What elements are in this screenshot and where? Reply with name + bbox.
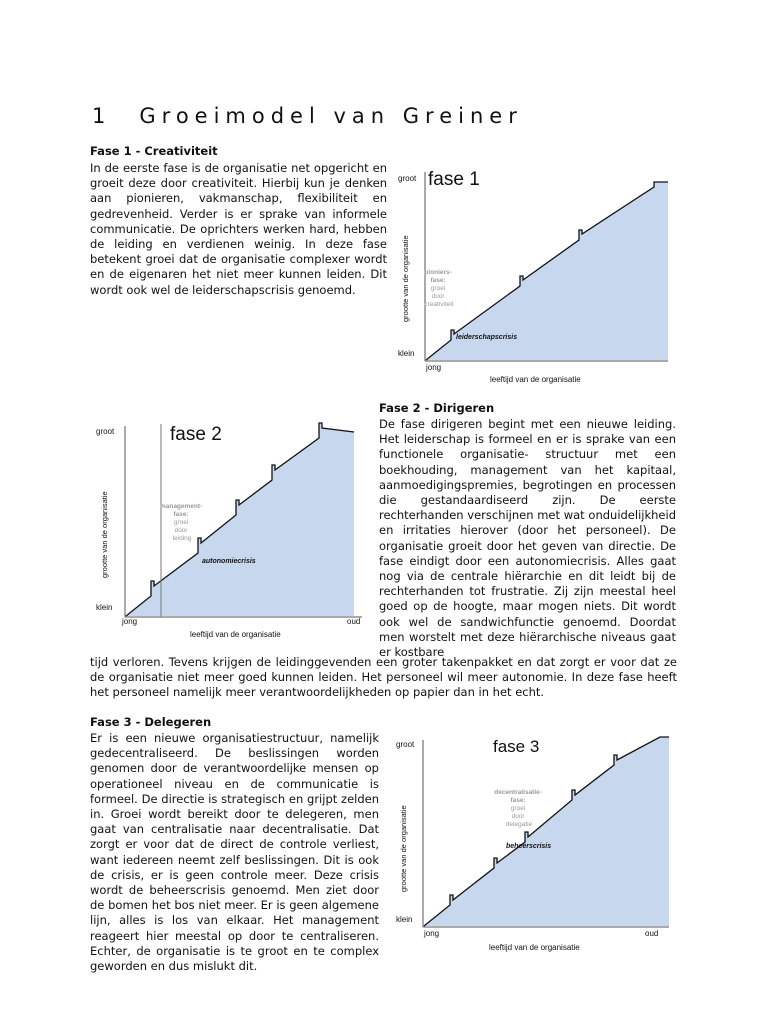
fase3-phase-line: groei	[510, 805, 526, 812]
fase1-body: In de eerste fase is de organisatie net opgericht en groeit deze door creativiteit. Hierbij kun je denken aan pionieren, vakmanschap, flexibiliteit en gedrevenheid. Verder is er sprake van informele communicatie. De oprichters werken hard, hebben de leiding en verdienen weinig. In deze fase betekent groei dat de organisatie complexer wordt en de eigenaren het niet meer kunnen leiden. Dit wordt ook wel de leiderschapscrisis genoemd.	[90, 161, 387, 297]
fase1-ylabel: grootte van de organisatie	[401, 235, 410, 322]
fase3-x-right-label: oud	[645, 929, 659, 938]
fase2-growth-area	[126, 423, 354, 616]
fase3-chart-title: fase 3	[493, 737, 540, 756]
fase1-crisis-label: leiderschapscrisis	[456, 334, 518, 341]
fase3-phase-label	[494, 789, 544, 828]
fase3-y-bottom-label: klein	[396, 915, 413, 924]
fase2-crisis-label: autonomiecrisis	[202, 558, 256, 565]
fase2-x-right-label: oud	[347, 617, 361, 626]
fase3-ylabel: grootte van de organisatie	[399, 805, 408, 892]
fase2-phase-line: leiding	[172, 535, 192, 542]
fase3-y-top-label: groot	[396, 740, 415, 749]
fase2-phase-line: groei	[173, 519, 189, 526]
fase2-chart-title: fase 2	[170, 424, 222, 445]
fase3-heading: Fase 3 - Delegeren	[90, 715, 212, 729]
chapter-title-text: Groeimodel van Greiner	[139, 104, 523, 128]
fase1-heading: Fase 1 - Creativiteit	[90, 144, 218, 158]
fase1-phase-line: door	[431, 293, 445, 300]
fase1-phase-label	[424, 269, 453, 308]
fase1-chart-title: fase 1	[428, 169, 480, 190]
fase2-body-full: tijd verloren. Tevens krijgen de leidinggevenden een groter takenpakket en dat zorgt er voor dat ze de organisatie niet meer goed kunnen leiden. Het personeel wil meer autonomie. In deze fase heeft het personeel namelijk meer verantwoordelijkheden op papier dan in het echt.	[90, 655, 677, 700]
fase2-y-top-label: groot	[96, 427, 115, 436]
fase2-y-bottom-label: klein	[96, 603, 113, 612]
fase1-chart	[392, 162, 682, 392]
fase2-ylabel: grootte van de organisatie	[100, 491, 109, 578]
fase1-phase-line: groei	[430, 285, 446, 292]
fase2-x-left-label: jong	[122, 617, 138, 626]
fase1-phase-line: pioniers-	[424, 269, 452, 276]
fase3-phase-line: door	[511, 813, 525, 820]
fase1-y-top-label: groot	[398, 174, 417, 183]
fase3-crisis-label: beheerscrisis	[506, 843, 552, 850]
chapter-number: 1	[92, 104, 112, 128]
fase2-phase-label	[160, 503, 204, 542]
fase2-heading: Fase 2 - Dirigeren	[379, 401, 495, 415]
fase2-body-side: De fase dirigeren begint met een nieuwe leiding. Het leiderschap is formeel en er is sprake van een functionele organisatie- structuur met een boekhouding, management van het kapitaal, aanmoedigingspremies, begrotingen en processen die gestandaardiseerd zijn. De eerste rechterhanden verschijnen met wat onduidelijkheid en irritaties hierover (door het personeel). De organisatie groeit door het geven van directie. De fase eindigt door een autonomiecrisis. Alles gaat nog via de centrale hiërarchie en dit leidt bij de rechterhanden tot frustratie. Zij zijn meestal heel goed op de hoogte, maar mogen niets. Dit wordt ook wel de sandwichfunctie genoemd. Doordat men worstelt met deze hiërarchische niveaus gaat er kostbare	[379, 417, 676, 660]
fase3-chart	[392, 732, 682, 962]
fase2-phase-line: fase:	[173, 511, 189, 518]
fase1-x-left-label: jong	[426, 363, 442, 372]
fase1-phase-line: fase:	[430, 277, 446, 284]
fase3-xlabel: leeftijd van de organisatie	[489, 943, 580, 952]
fase3-body: Er is een nieuwe organisatiestructuur, namelijk gedecentraliseerd. De beslissingen worden genomen door de verantwoordelijke mensen op operationeel niveau en de communicatie is formeel. De directie is strategisch en grijpt zelden in. Groei wordt bereikt door te delegeren, men gaat van centralisatie naar decentralisatie. Dat zorgt er voor dat de direct de controle verliest, want iedereen neemt zelf beslissingen. Dit is ook de crisis, er is geen controle meer. Deze crisis wordt de beheerscrisis genoemd. Men ziet door de bomen het bos niet meer. Er is geen algemene lijn, alles is los van elkaar. Het management reageert hier meestal op door te centraliseren. Echter, de organisatie is te groot en te complex geworden en dus mislukt dit.	[90, 731, 379, 974]
fase1-phase-line: creativiteit	[424, 301, 454, 308]
fase1-y-bottom-label: klein	[398, 349, 415, 358]
fase1-xlabel: leeftijd van de organisatie	[490, 375, 581, 384]
chapter-title	[92, 104, 523, 128]
fase2-chart	[92, 418, 372, 648]
fase3-x-left-label: jong	[424, 929, 440, 938]
fase3-phase-line: decentralisatie-	[494, 789, 542, 796]
fase2-xlabel: leeftijd van de organisatie	[190, 630, 281, 639]
fase3-growth-area	[424, 737, 669, 926]
fase3-phase-line: fase:	[510, 797, 526, 804]
fase2-phase-line: door	[174, 527, 188, 534]
fase2-phase-line: management-	[159, 503, 203, 510]
fase3-phase-line: delegatie	[505, 821, 533, 828]
